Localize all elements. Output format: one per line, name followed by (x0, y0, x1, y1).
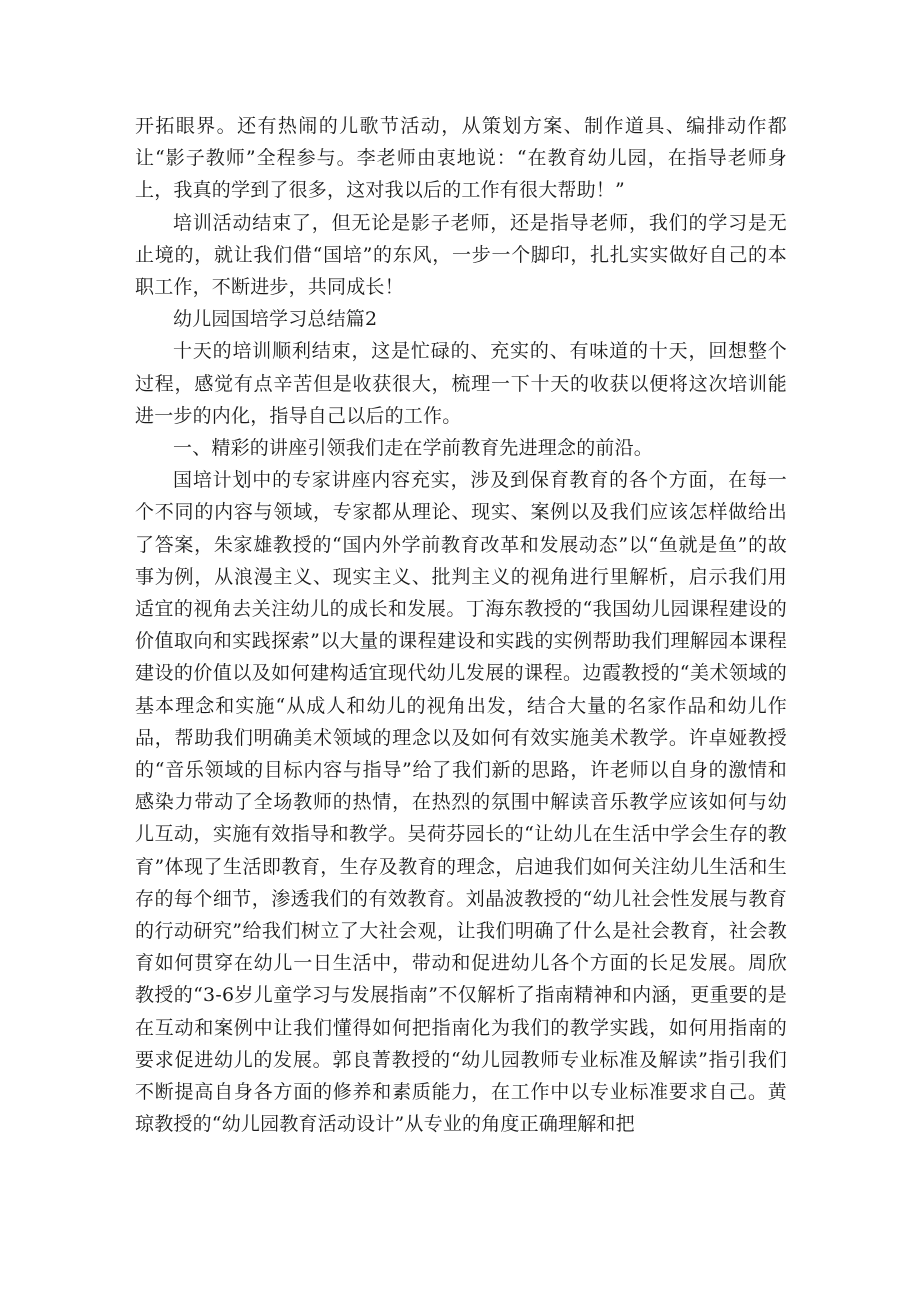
document-body (135, 110, 787, 1141)
subheading-1: 一、精彩的讲座引领我们走在学前教育先进理念的前沿。 (173, 437, 654, 460)
paragraph-4: 国培计划中的专家讲座内容充实，涉及到保育教育的各个方面，在每一个不同的内容与领域，专家都从理论、现实、案例以及我们应该怎样做给出了答案，朱家雄教授的“国内外学前教育改革和发展动态”以“鱼就是鱼”的故事为例，从浪漫主义、现实主义、批判主义的视角进行里解析，启示我们用适宜的视角去关注幼儿的成长和发展。丁海东教授的“我国幼儿园课程建设的价值取向和实践探索”以大量的课程建设和实践的实例帮助我们理解园本课程建设的价值以及如何建构适宜现代幼儿发展的课程。边霞教授的“美术领域的基本理念和实施“从成人和幼儿的视角出发，结合大量的名家作品和幼儿作品，帮助我们明确美术领域的理念以及如何有效实施美术教学。许卓娅教授的“音乐领域的目标内容与指导”给了我们新的思路，许老师以自身的激情和感染力带动了全场教师的热情，在热烈的氛围中解读音乐教学应该如何与幼儿互动，实施有效指导和教学。吴荷芬园长的“让幼儿在生活中学会生存的教育”体现了生活即教育，生存及教育的理念，启迪我们如何关注幼儿生活和生存的每个细节，渗透我们的有效教育。刘晶波教授的“幼儿社会性发展与教育的行动研究”给我们树立了大社会观，让我们明确了什么是社会教育，社会教育如何贯穿在幼儿一日生活中，带动和促进幼儿各个方面的长足发展。周欣教授的“3-6岁儿童学习与发展指南”不仅解析了指南精神和内涵，更重要的是在互动和案例中让我们懂得如何把指南化为我们的教学实践，如何用指南的要求促进幼儿的发展。郭良菁教授的“幼儿园教师专业标准及解读”指引我们不断提高自身各方面的修养和素质能力，在工作中以专业标准要求自己。黄琼教授的“幼儿园教育活动设计”从专业的角度正确理解和把 (135, 469, 787, 1136)
paragraph-2: 培训活动结束了，但无论是影子老师，还是指导老师，我们的学习是无止境的，就让我们借“国培”的东风，一步一个脚印，扎扎实实做好自己的本职工作，不断进步，共同成长！ (135, 211, 787, 299)
paragraph-1: 开拓眼界。还有热闹的儿歌节活动，从策划方案、制作道具、编排动作都让“影子教师”全程参与。李老师由衷地说：“在教育幼儿园，在指导老师身上，我真的学到了很多，这对我以后的工作有很大帮助！” (135, 115, 787, 202)
section-heading: 幼儿园国培学习总结篇2 (173, 308, 378, 331)
paragraph-3: 十天的培训顺利结束，这是忙碌的、充实的、有味道的十天，回想整个过程，感觉有点辛苦但是收获很大，梳理一下十天的收获以便将这次培训能进一步的内化，指导自己以后的工作。 (135, 340, 787, 427)
